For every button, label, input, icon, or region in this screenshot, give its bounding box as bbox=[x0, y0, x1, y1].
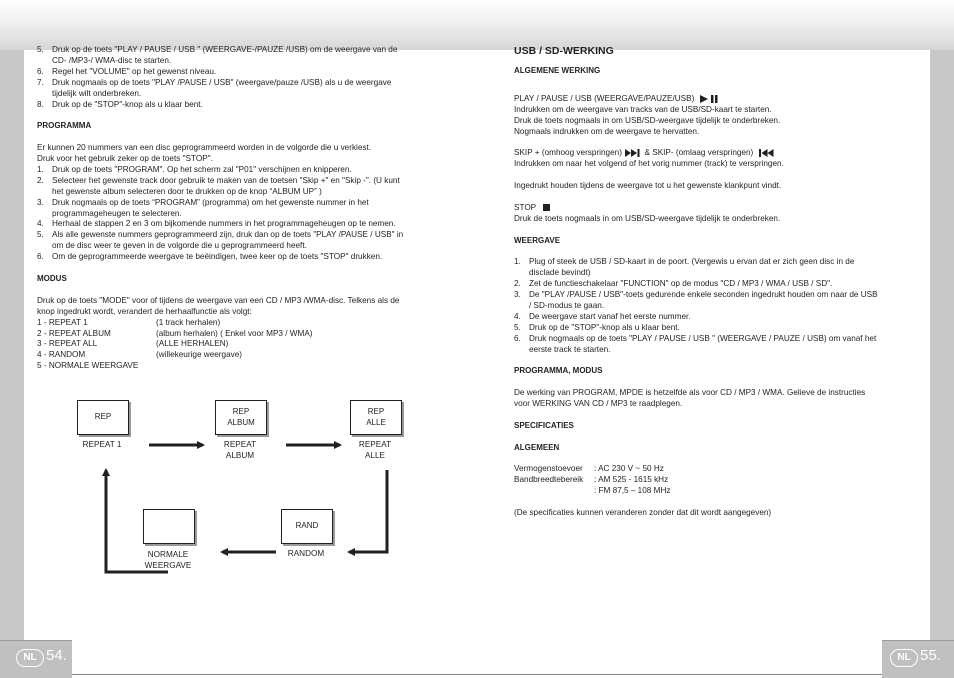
list-item-number: 4. bbox=[37, 219, 44, 229]
spec-name: Bandbreedtebereik bbox=[514, 475, 584, 485]
list-item-continuation: om de disc weer te geven in de volgorde die u geprogrammeerd heeft. bbox=[52, 241, 307, 251]
list-item bbox=[37, 165, 447, 176]
list-item-text: Als alle gewenste nummers geprogrammeerd zijn, druk dan op de toets "PLAY /PAUSE / USB" in bbox=[52, 230, 404, 240]
mode-row bbox=[37, 329, 447, 340]
modus-intro-2: knop ingedrukt wordt, verandert de herhaalfunctie als volgt: bbox=[37, 306, 252, 316]
hold-description: Ingedrukt houden tijdens de weergave tot u het gewenste klankpunt vindt. bbox=[514, 181, 782, 191]
label-repeat-album: REPEAT ALBUM bbox=[223, 440, 257, 460]
play-pause-icon bbox=[700, 95, 718, 103]
language-badge-left: NL bbox=[16, 649, 44, 667]
mode-description: (ALLE HERHALEN) bbox=[156, 339, 229, 349]
specs-table bbox=[514, 464, 924, 497]
usb-sd-heading: USB / SD-WERKING bbox=[514, 45, 614, 57]
list-item-number: 2. bbox=[37, 175, 44, 185]
arrow-3-to-4 bbox=[349, 470, 387, 552]
mode-row bbox=[37, 339, 447, 350]
page-number-right: 55. bbox=[920, 647, 941, 664]
list-item-number: 3. bbox=[37, 197, 44, 207]
programma-intro-1: Er kunnen 20 nummers van een disc geprogrammeerd worden in de volgorde die u verkiest. bbox=[37, 143, 372, 153]
spec-row bbox=[514, 464, 924, 475]
spec-value: : AC 230 V ~ 50 Hz bbox=[594, 464, 664, 474]
list-item-text: Selecteer het gewenste track door gebruik te maken van de toetsen "Skip +" en "Skip -". (U kunt bbox=[52, 175, 400, 185]
list-item-number: 5. bbox=[37, 45, 44, 54]
list-item-continuation: eerste track te starten. bbox=[529, 344, 611, 354]
list-item-continuation: het gewenste album selecteren door te drukken op de knop “ALBUM UP” ) bbox=[52, 186, 322, 196]
list-item bbox=[514, 257, 924, 279]
spec-row bbox=[514, 486, 924, 497]
programma-intro-2: Druk voor het gebruik zeker op de toets "STOP". bbox=[37, 154, 213, 164]
skip-forward-icon bbox=[625, 149, 641, 157]
mode-description: (album herhalen) ( Enkel voor MP3 / WMA) bbox=[156, 328, 313, 338]
list-item-text: Druk nogmaals op de toets "PLAY / PAUSE / USB " (WEERGAVE / PAUZE / USB) om vanaf het bbox=[529, 333, 877, 343]
spec-name: Vermogenstoevoer bbox=[514, 464, 583, 474]
play-description bbox=[514, 105, 924, 138]
list-item-text: Druk op de "STOP"-knop als u klaar bent. bbox=[52, 99, 203, 109]
play-description-line: Indrukken om de weergave van tracks van de USB/SD-kaart te starten. bbox=[514, 104, 772, 114]
programma-heading: PROGRAMMA bbox=[37, 121, 92, 131]
list-item bbox=[37, 198, 447, 220]
header-band bbox=[0, 0, 954, 50]
play-description-line: Nogmaals indrukken om de weergave te hervatten. bbox=[514, 126, 700, 136]
list-item-text: Druk nogmaals op de toets “PROGRAM” (programma) om het gewenste nummer in het bbox=[52, 197, 369, 207]
spec-row bbox=[514, 475, 924, 486]
stop-line: STOP bbox=[514, 203, 924, 214]
display-box-empty bbox=[143, 509, 195, 544]
mode-row bbox=[37, 318, 447, 329]
programma-modus-desc-2: voor WERKING VAN CD / MP3 te raadplegen. bbox=[514, 399, 683, 409]
weergave-heading: WEERGAVE bbox=[514, 235, 561, 245]
list-item-number: 5. bbox=[514, 322, 521, 332]
list-item-continuation: disclade bevindt) bbox=[529, 268, 591, 278]
mode-description: (1 track herhalen) bbox=[156, 317, 221, 327]
list-item bbox=[37, 219, 447, 230]
list-item-number: 6. bbox=[37, 66, 44, 76]
spec-value: : AM 525 - 1615 kHz bbox=[594, 475, 669, 485]
list-item-text: Druk nogmaals op de toets "PLAY /PAUSE / USB" (weergave/pauze /USB) als u de weergave bbox=[52, 77, 392, 87]
box-label: REP bbox=[94, 412, 112, 422]
list-item-number: 1. bbox=[37, 164, 44, 174]
list-item-number: 6. bbox=[37, 252, 44, 262]
programma-steps-list bbox=[37, 165, 447, 263]
list-item bbox=[514, 312, 924, 323]
list-item bbox=[37, 78, 447, 100]
list-item bbox=[514, 279, 924, 290]
display-box-rand bbox=[281, 509, 333, 544]
weergave-steps-list bbox=[514, 257, 924, 355]
right-column bbox=[514, 45, 924, 519]
box-label: REP bbox=[367, 407, 385, 416]
display-box-rep-alle bbox=[350, 400, 402, 435]
list-item bbox=[37, 230, 447, 252]
list-item-text: Druk op de "STOP"-knop als u klaar bent. bbox=[529, 322, 680, 332]
mode-name: 2 - REPEAT ALBUM bbox=[37, 328, 111, 338]
modus-heading: MODUS bbox=[37, 273, 67, 283]
mode-name: 5 - NORMALE WEERGAVE bbox=[37, 361, 139, 371]
box-label: ALLE bbox=[366, 417, 386, 427]
footer-left bbox=[0, 640, 72, 678]
list-item-text: Herhaal de stappen 2 en 3 om bijkomende nummers in het programmageheugen op te nemen. bbox=[52, 219, 396, 229]
label-repeat-alle: REPEAT ALLE bbox=[358, 440, 392, 460]
display-box-rep-album bbox=[215, 400, 267, 435]
list-item-text: De weergave start vanaf het eerste nummer. bbox=[529, 311, 691, 321]
skip-description: Indrukken om naar het volgend of het vorig nummer (track) te verspringen. bbox=[514, 159, 784, 169]
modes-table bbox=[37, 318, 447, 373]
skip-back-icon bbox=[759, 149, 775, 157]
label-random: RANDOM bbox=[287, 549, 325, 558]
list-item bbox=[37, 67, 447, 78]
language-badge-right: NL bbox=[890, 649, 918, 667]
list-item-number: 5. bbox=[37, 230, 44, 240]
algemene-werking-heading: ALGEMENE WERKING bbox=[514, 66, 601, 75]
list-item-text: Zet de functieschakelaar "FUNCTION" op de modus "CD / MP3 / WMA / USB / SD". bbox=[529, 279, 833, 289]
list-item-text: Druk op de toets "PROGRAM". Op het scherm zal "P01" verschijnen en knipperen. bbox=[52, 164, 352, 174]
list-item-number: 2. bbox=[514, 279, 521, 289]
algemeen-heading: ALGEMEEN bbox=[514, 442, 560, 452]
stop-icon bbox=[541, 204, 551, 212]
footer-right bbox=[882, 640, 954, 678]
mode-name: 4 - RANDOM bbox=[37, 350, 86, 360]
label-repeat-1: REPEAT 1 bbox=[82, 440, 122, 449]
list-item-continuation: tijdelijk wilt onderbreken. bbox=[52, 88, 142, 98]
right-margin-bar bbox=[930, 50, 954, 675]
box-label: ALBUM bbox=[227, 417, 255, 427]
specificaties-heading: SPECIFICATIES bbox=[514, 420, 574, 430]
page-number-left: 54. bbox=[46, 647, 67, 664]
list-item-continuation: programmageheugen te selecteren. bbox=[52, 208, 182, 218]
mode-row bbox=[37, 350, 447, 361]
list-item-number: 6. bbox=[514, 333, 521, 343]
list-item bbox=[37, 252, 447, 263]
list-item-number: 3. bbox=[514, 290, 521, 300]
list-item-continuation: / SD-modus te gaan. bbox=[529, 300, 605, 310]
box-label: RAND bbox=[295, 521, 319, 531]
left-margin-bar bbox=[0, 50, 24, 675]
list-item bbox=[37, 45, 447, 67]
list-item bbox=[514, 290, 924, 312]
list-item-continuation: CD- /MP3-/ WMA-disc te starten. bbox=[52, 55, 172, 65]
label-normale-weergave: NORMALE WEERGAVE bbox=[144, 550, 192, 570]
list-item-text: De "PLAY /PAUSE / USB"-toets gedurende enkele seconden ingedrukt houden om naar de USB bbox=[529, 290, 878, 300]
list-item-number: 8. bbox=[37, 99, 44, 109]
mode-name: 1 - REPEAT 1 bbox=[37, 317, 88, 327]
spec-name bbox=[514, 486, 594, 497]
programma-modus-heading: PROGRAMMA, MODUS bbox=[514, 366, 603, 376]
modus-intro-1: Druk op de toets "MODE" voor of tijdens de weergave van een CD / MP3 /WMA-disc. Telkens als de bbox=[37, 295, 400, 305]
list-item-text: Regel het "VOLUME" op het gewenst niveau. bbox=[52, 66, 217, 76]
mode-description: (willekeurige weergave) bbox=[156, 350, 243, 360]
play-description-line: Druk de toets nogmaals in om USB/SD-weergave tijdelijk te onderbreken. bbox=[514, 115, 781, 125]
list-item-number: 1. bbox=[514, 257, 521, 267]
list-item bbox=[514, 334, 924, 356]
list-item-number: 7. bbox=[37, 77, 44, 87]
left-column bbox=[37, 45, 447, 372]
mode-row bbox=[37, 361, 447, 372]
spec-value: : FM 87,5 – 108 MHz bbox=[594, 486, 671, 496]
skip-line: SKIP + (omhoog verspringen) & SKIP- (omlaag verspringen) bbox=[514, 148, 924, 159]
programma-modus-desc-1: De werking van PROGRAM, MPDE is hetzelfde als voor CD / MP3 / WMA. Gelieve de instructies bbox=[514, 388, 866, 398]
list-item-text: Plug of steek de USB / SD-kaart in de poort. (Vergewis u ervan dat er zich geen disc in de bbox=[529, 257, 855, 267]
play-pause-line: PLAY / PAUSE / USB (WEERGAVE/PAUZE/USB) bbox=[514, 94, 924, 105]
list-item-text: Om de geprogrammeerde weergave te beëindigen, twee keer op de toets "STOP" drukken. bbox=[52, 252, 383, 262]
box-label: REP bbox=[232, 407, 250, 416]
list-item bbox=[37, 100, 447, 111]
list-item-number: 4. bbox=[514, 311, 521, 321]
mode-name: 3 - REPEAT ALL bbox=[37, 339, 98, 349]
list-item bbox=[37, 176, 447, 198]
playback-steps-list bbox=[37, 45, 447, 110]
spec-note: (De specificaties kunnen veranderen zonder dat dit wordt aangegeven) bbox=[514, 508, 772, 518]
display-box-rep bbox=[77, 400, 129, 435]
list-item bbox=[514, 323, 924, 334]
list-item-text: Druk op de toets "PLAY / PAUSE / USB " (WEERGAVE-/PAUZE /USB) om de weergave van de bbox=[52, 45, 398, 54]
stop-description: Druk de toets nogmaals in om USB/SD-weergave tijdelijk te onderbreken. bbox=[514, 213, 781, 223]
